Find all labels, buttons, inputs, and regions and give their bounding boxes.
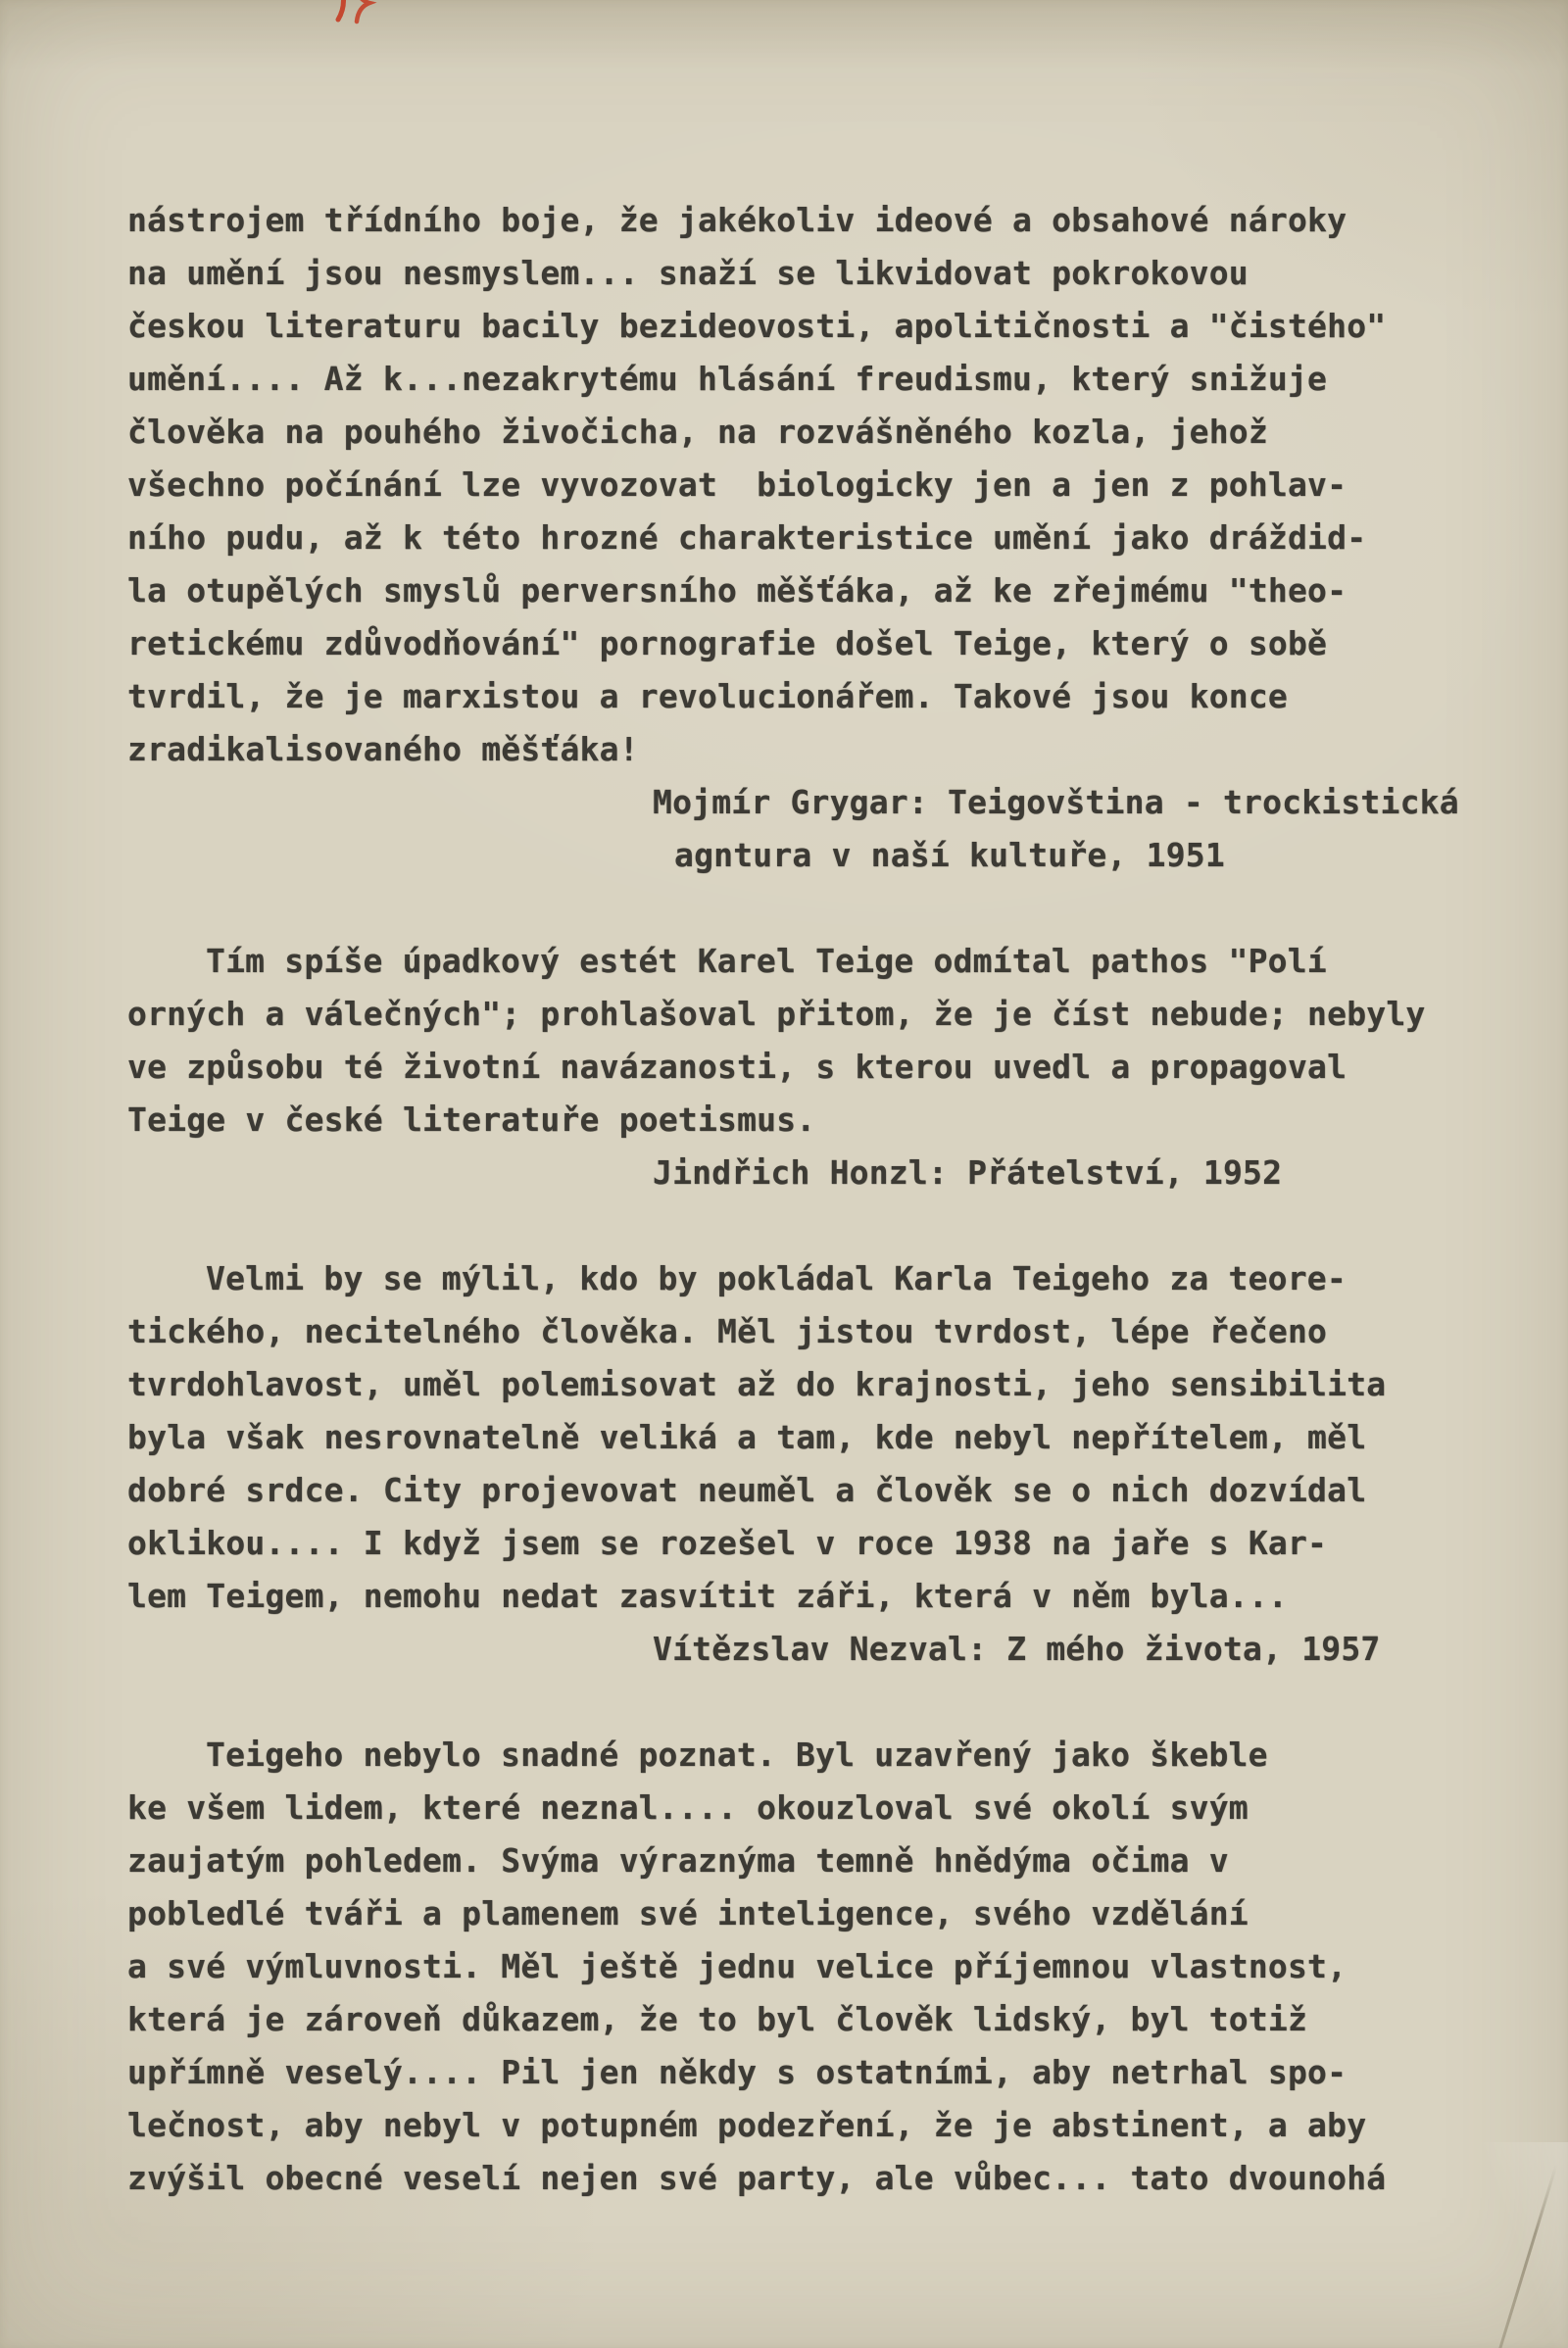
text-line: tvrdohlavost, uměl polemisovat až do krajnosti, jeho sensibilita <box>127 1365 1387 1403</box>
attribution <box>127 776 1513 882</box>
text-line: českou literaturu bacily bezideovosti, apolitičnosti a "čistého" <box>127 307 1387 345</box>
text-line: zaujatým pohledem. Svýma výraznýma temně hnědýma očima v <box>127 1841 1229 1880</box>
text-line: Velmi by se mýlil, kdo by pokládal Karla Teigeho za teore- <box>206 1259 1347 1297</box>
text-line: Teige v české literatuře poetismus. <box>127 1101 816 1139</box>
text-line: a své výmluvnosti. Měl ještě jednu velice příjemnou vlastnost, <box>127 1947 1348 1985</box>
paragraph <box>127 1729 1513 2205</box>
typewritten-text <box>127 194 1513 2205</box>
text-line: lečnost, aby nebyl v potupném podezření, že je abstinent, a aby <box>127 2106 1367 2144</box>
text-line: orných a válečných"; prohlašoval přitom, že je číst nebude; nebyly <box>127 995 1426 1033</box>
text-line: všechno počínání lze vyvozovat biologicky jen a jen z pohlav- <box>127 465 1348 504</box>
text-line: zradikalisovaného měšťáka! <box>127 730 639 768</box>
text-line: která je zároveň důkazem, že to byl člověk lidský, byl totiž <box>127 2000 1308 2038</box>
text-line: retickému zdůvodňování" pornografie došel Teige, který o sobě <box>127 624 1328 662</box>
text-line: umění.... Až k...nezakrytému hlásání freudismu, který snižuje <box>127 360 1328 398</box>
text-line: Jindřich Honzl: Přátelství, 1952 <box>653 1153 1283 1192</box>
text-line: ke všem lidem, které neznal.... okouzloval své okolí svým <box>127 1788 1249 1827</box>
red-pen-mark <box>329 0 380 29</box>
text-line: agntura v naší kultuře, 1951 <box>674 836 1225 874</box>
text-line: oklikou.... I když jsem se rozešel v roce 1938 na jaře s Kar- <box>127 1524 1328 1562</box>
text-line: Mojmír Grygar: Teigovština - trockistická <box>653 783 1459 821</box>
attribution <box>127 1623 1513 1676</box>
text-line: byla však nesrovnatelně veliká a tam, kde nebyl nepřítelem, měl <box>127 1418 1367 1456</box>
text-line: zvýšil obecné veselí nejen své party, ale vůbec... tato dvounohá <box>127 2159 1387 2197</box>
text-line: la otupělých smyslů perversního měšťáka, až ke zřejmému "theo- <box>127 571 1348 610</box>
text-line: upřímně veselý.... Pil jen někdy s ostatními, aby netrhal spo- <box>127 2053 1348 2091</box>
attribution <box>127 1147 1513 1199</box>
text-line: nástrojem třídního boje, že jakékoliv ideové a obsahové nároky <box>127 201 1348 239</box>
paragraph <box>127 194 1513 776</box>
text-line: tického, necitelného člověka. Měl jistou tvrdost, lépe řečeno <box>127 1312 1328 1350</box>
text-line: tvrdil, že je marxistou a revolucionářem. Takové jsou konce <box>127 677 1288 715</box>
text-line: lem Teigem, nemohu nedat zasvítit záři, která v něm byla... <box>127 1577 1288 1615</box>
text-line: ního pudu, až k této hrozné charakteristice umění jako dráždid- <box>127 518 1367 557</box>
paragraph <box>127 935 1513 1147</box>
text-line: dobré srdce. City projevovat neuměl a člověk se o nich dozvídal <box>127 1471 1367 1509</box>
text-line: pobledlé tváři a plamenem své inteligence, svého vzdělání <box>127 1894 1249 1932</box>
text-line: ve způsobu té životní navázanosti, s kterou uvedl a propagoval <box>127 1048 1348 1086</box>
paragraph <box>127 1252 1513 1623</box>
text-line: Vítězslav Nezval: Z mého života, 1957 <box>653 1630 1381 1668</box>
text-line: Tím spíše úpadkový estét Karel Teige odmítal pathos "Polí <box>206 942 1327 980</box>
text-line: Teigeho nebylo snadné poznat. Byl uzavřený jako škeble <box>206 1736 1268 1774</box>
corner-shade <box>1480 2142 1568 2348</box>
text-line: na umění jsou nesmyslem... snaží se likvidovat pokrokovou <box>127 254 1249 292</box>
text-line: člověka na pouhého živočicha, na rozvášněného kozla, jehož <box>127 413 1268 451</box>
